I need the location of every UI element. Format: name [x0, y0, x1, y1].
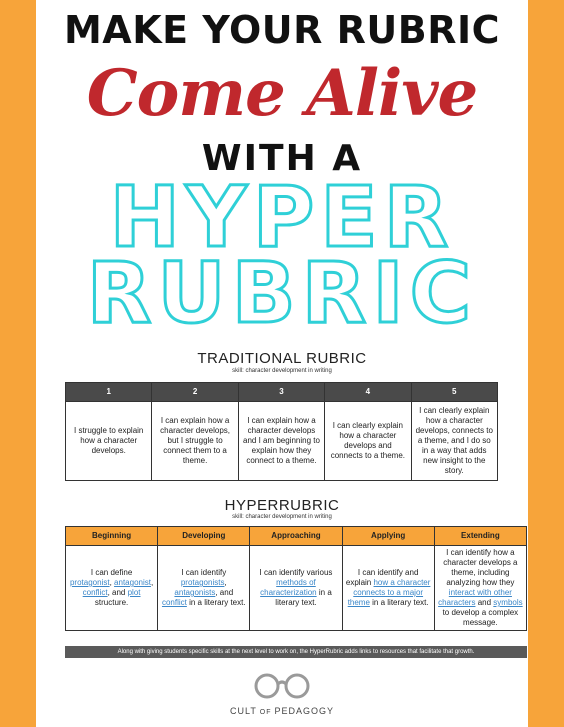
cell-text: and	[477, 598, 492, 607]
header-cell: Beginning	[66, 527, 158, 546]
hyperrubric-table	[65, 526, 527, 631]
cell-text: in a literary text.	[372, 598, 429, 607]
table-row	[66, 546, 527, 631]
rubric-cell: I struggle to explain how a character develops.	[66, 402, 152, 481]
rubric-cell: I can clearly explain how a character develops, connects to a theme, and I do so in a way that adds new insight to the story.	[411, 402, 497, 481]
headline-line-5: RUBRIC	[86, 244, 478, 342]
cell-text: I can identify how a character develops a theme, including analyzing how they	[443, 548, 518, 587]
symbols-link[interactable]: symbols	[493, 598, 523, 607]
cell-text: I can define	[90, 568, 133, 577]
cell-text: , and	[215, 588, 234, 597]
conflict-link[interactable]: conflict	[82, 588, 108, 597]
poster-page	[36, 0, 528, 727]
rubric-cell: I can clearly explain how a character develops and connects to a theme.	[325, 402, 411, 481]
brand-part: PEDAGOGY	[274, 706, 334, 716]
plot-link[interactable]: plot	[127, 588, 141, 597]
header-cell: 5	[411, 383, 497, 402]
header-cell: 3	[238, 383, 324, 402]
cell-text: ,	[150, 578, 154, 587]
rubric-cell	[434, 546, 526, 631]
rubric-cell	[66, 546, 158, 631]
interact-link[interactable]: interact with other characters	[438, 588, 512, 607]
brand-part: OF	[256, 709, 275, 716]
headline-line-1: MAKE YOUR RUBRIC	[63, 8, 501, 52]
header-cell: Applying	[342, 527, 434, 546]
header-cell: Developing	[158, 527, 250, 546]
antagonist-link[interactable]: antagonist	[114, 578, 151, 587]
protagonists-link[interactable]: protagonists	[180, 578, 225, 587]
cell-text: I can identify	[181, 568, 227, 577]
table-row	[66, 402, 498, 481]
table-header-row	[66, 383, 498, 402]
header-cell: Approaching	[250, 527, 342, 546]
protagonist-link[interactable]: protagonist	[69, 578, 110, 587]
headline-line-4: HYPER	[109, 168, 455, 266]
header-cell: Extending	[434, 527, 526, 546]
headline-line-2: Come Alive	[86, 56, 478, 131]
header-cell: 1	[66, 383, 152, 402]
cell-text: ,	[224, 578, 227, 587]
rubric-cell	[158, 546, 250, 631]
antagonists-link[interactable]: antagonists	[174, 588, 216, 597]
hyper-subtitle: skill: character development in writing	[232, 514, 332, 520]
cell-text: in a literary text.	[189, 598, 246, 607]
cell-text: , and	[107, 588, 126, 597]
conflict-link[interactable]: conflict	[161, 598, 187, 607]
header-cell: 4	[325, 383, 411, 402]
brand-part: CULT	[230, 706, 257, 716]
headline-line-3: WITH A	[201, 138, 363, 179]
traditional-rubric-table	[65, 382, 498, 481]
cell-text: I can identify various	[259, 568, 333, 577]
cell-text: ,	[109, 578, 112, 587]
rubric-cell	[342, 546, 434, 631]
glasses-icon	[36, 672, 528, 705]
rubric-cell: I can explain how a character develops and I am beginning to explain how they connect to a theme.	[238, 402, 324, 481]
brand-name	[36, 706, 528, 716]
rubric-cell: I can explain how a character develops, but I struggle to connect them to a theme.	[152, 402, 238, 481]
traditional-title: TRADITIONAL RUBRIC	[197, 350, 367, 367]
cell-text: structure.	[94, 598, 129, 607]
hyper-title: HYPERRUBRIC	[224, 497, 340, 514]
table-header-row	[66, 527, 527, 546]
rubric-cell	[250, 546, 342, 631]
characterization-link[interactable]: methods of characterization	[260, 578, 317, 597]
header-cell: 2	[152, 383, 238, 402]
theme-link[interactable]: how a character connects to a major theme	[347, 578, 431, 607]
cell-text: in a literary text.	[275, 588, 332, 607]
footer-note: Along with giving students specific skills at the next level to work on, the HyperRubric adds links to resources that facilitate that growth.	[65, 646, 527, 658]
cell-text: to develop a complex message.	[442, 608, 519, 627]
traditional-subtitle: skill: character development in writing	[232, 368, 332, 374]
cell-text: I can identify and explain	[345, 568, 419, 587]
